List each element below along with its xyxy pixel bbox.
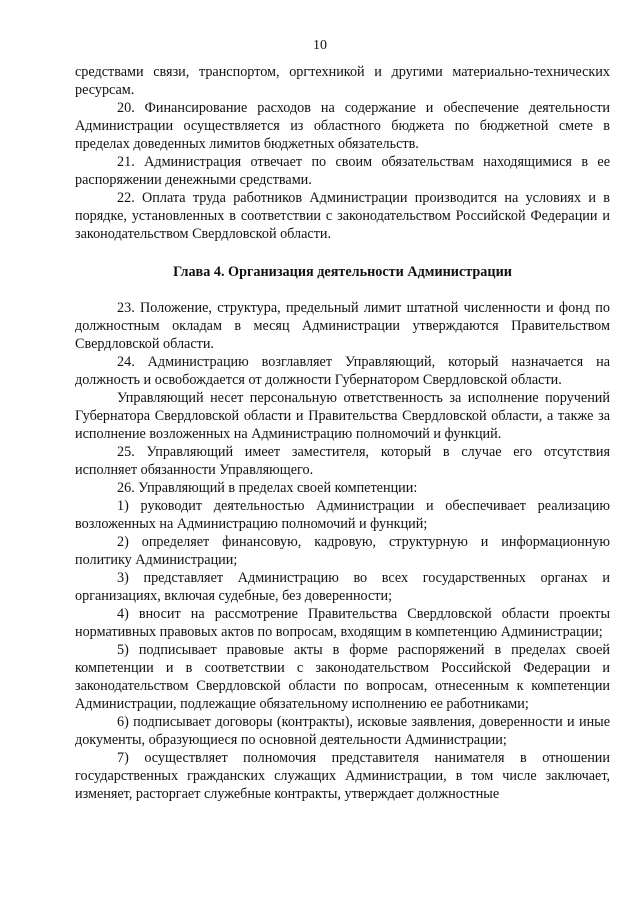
list-item: 7) осуществляет полномочия представителя нанимателя в отношении государственных гражданских служащих Администрации, в том числе заключает, изменяет, расторгает служебные контракты, утверждает должностные (75, 750, 610, 802)
paragraph: 22. Оплата труда работников Администрации производится на условиях и в порядке, установленных в соответствии с законодательством Российской Федерации и законодательством Свердловской области. (75, 190, 610, 242)
document-body (75, 63, 610, 803)
list-item: 5) подписывает правовые акты в форме распоряжений в пределах своей компетенции и в соответствии с законодательством Российской Федерации и законодательством Свердловской области по вопросам, отнесенным к компетенции Администрации, подлежащие обязательному исполнению ее работниками; (75, 642, 610, 712)
paragraph: средствами связи, транспортом, оргтехникой и другими материально-технических ресурсам. (75, 64, 610, 98)
paragraph: 24. Администрацию возглавляет Управляющий, который назначается на должность и освобождается от должности Губернатором Свердловской области. (75, 354, 610, 388)
paragraph: 26. Управляющий в пределах своей компетенции: (117, 480, 418, 496)
page-number: 10 (313, 38, 327, 53)
paragraph: 23. Положение, структура, предельный лимит штатной численности и фонд по должностным окладам в месяц Администрации утверждаются Правительством Свердловской области. (75, 300, 610, 352)
list-item: 4) вносит на рассмотрение Правительства Свердловской области проекты нормативных правовых актов по вопросам, входящим в компетенцию Администрации; (75, 606, 610, 640)
list-item: 2) определяет финансовую, кадровую, структурную и информационную политику Администрации; (75, 534, 610, 568)
list-item: 3) представляет Администрацию во всех государственных органах и организациях, включая судебные, без доверенности; (75, 570, 610, 604)
paragraph: Управляющий несет персональную ответственность за исполнение поручений Губернатора Свердловской области и Правительства Свердловской области, а также за исполнение возложенных на Администрацию полномочий и функций. (75, 390, 610, 442)
paragraph: 25. Управляющий имеет заместителя, который в случае его отсутствия исполняет обязанности Управляющего. (75, 444, 610, 478)
paragraph: 21. Администрация отвечает по своим обязательствам находящимися в ее распоряжении денежными средствами. (75, 154, 610, 188)
chapter-heading: Глава 4. Организация деятельности Администрации (173, 264, 512, 280)
paragraph: 20. Финансирование расходов на содержание и обеспечение деятельности Администрации осуществляется из областного бюджета по бюджетной смете в пределах доведенных лимитов бюджетных обязательств. (75, 100, 610, 152)
list-item: 6) подписывает договоры (контракты), исковые заявления, доверенности и иные документы, образующиеся по основной деятельности Администрации; (75, 714, 610, 748)
list-item: 1) руководит деятельностью Администрации и обеспечивает реализацию возложенных на Администрацию полномочий и функций; (75, 498, 610, 532)
